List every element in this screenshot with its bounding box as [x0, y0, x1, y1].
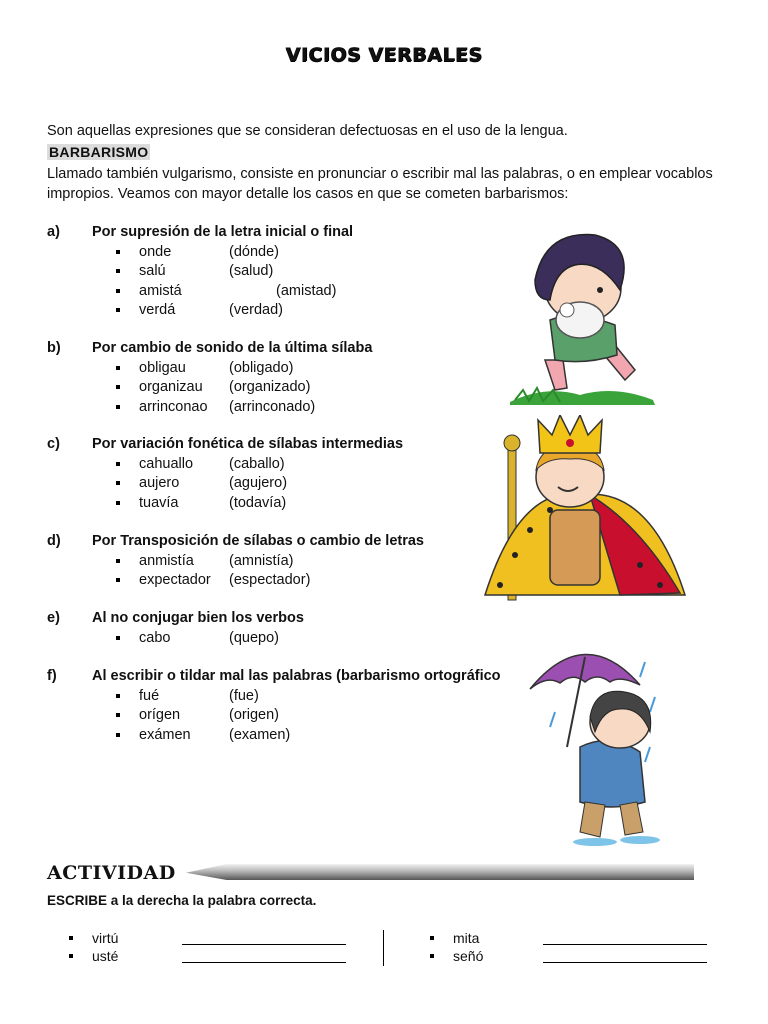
list-item: anmistía (amnistía) [47, 553, 547, 572]
section-heading: BARBARISMO [49, 144, 149, 160]
column-divider [383, 930, 384, 966]
list-item: tuavía (todavía) [47, 495, 547, 514]
case-e [47, 610, 547, 649]
answer-line[interactable] [543, 962, 707, 963]
case-letter: e) [47, 610, 60, 626]
case-a [47, 224, 547, 322]
case-letter: c) [47, 436, 60, 452]
list-item: orígen (origen) [47, 707, 525, 726]
list-item: salú (salud) [47, 263, 547, 282]
case-letter: b) [47, 340, 61, 356]
case-b [47, 340, 547, 418]
case-title: Por Transposición de sílabas o cambio de letras [92, 533, 424, 549]
child-with-umbrella-illustration [525, 637, 675, 847]
list-item: obligau (obligado) [47, 360, 547, 379]
case-title: Por cambio de sonido de la última sílaba [92, 340, 373, 356]
list-item: arrinconao (arrinconado) [47, 399, 547, 418]
list-item: onde (dónde) [47, 244, 547, 263]
case-d [47, 533, 547, 592]
exercise-item [430, 930, 720, 948]
exercise-word: usté [92, 948, 119, 964]
exercise-item [69, 948, 359, 966]
list-item: organizau (organizado) [47, 379, 547, 398]
list-item: amistá (amistad) [47, 283, 547, 302]
exercise-word: mita [453, 930, 480, 946]
exercise-word: señó [453, 948, 484, 964]
case-letter: a) [47, 224, 60, 240]
activity-banner-bar [186, 864, 694, 880]
case-c [47, 436, 547, 514]
case-letter: f) [47, 668, 57, 684]
child-with-lamb-illustration [505, 220, 655, 405]
exercise-item [69, 930, 359, 948]
description-paragraph: Llamado también vulgarismo, consiste en pronunciar o escribir mal las palabras, o en emplear vocablos impropios. Veamos con mayor detalle los casos en que se cometen barbarismos: [47, 166, 713, 202]
list-item: verdá (verdad) [47, 302, 547, 321]
intro-text: Son aquellas expresiones que se consideran defectuosas en el uso de la lengua. [47, 123, 568, 139]
exercise-word: virtú [92, 930, 119, 946]
list-item: cahuallo (caballo) [47, 456, 547, 475]
list-item: fué (fue) [47, 688, 525, 707]
king-illustration [480, 415, 690, 605]
list-item: expectador (espectador) [47, 572, 547, 591]
answer-line[interactable] [543, 944, 707, 945]
case-letter: d) [47, 533, 61, 549]
activity-heading: ACTIVIDAD [47, 862, 176, 884]
answer-line[interactable] [182, 962, 346, 963]
case-f [47, 668, 525, 746]
case-title: Por supresión de la letra inicial o final [92, 224, 354, 240]
exercise-item [430, 948, 720, 966]
list-item: cabo (quepo) [47, 630, 547, 649]
activity-instruction: ESCRIBE a la derecha la palabra correcta. [47, 893, 317, 908]
answer-line[interactable] [182, 944, 346, 945]
case-title: Al escribir o tildar mal las palabras (barbarismo ortográfico [92, 668, 501, 684]
list-item: aujero (agujero) [47, 475, 547, 494]
list-item: exámen (examen) [47, 727, 525, 746]
case-title: Al no conjugar bien los verbos [92, 610, 304, 626]
case-title: Por variación fonética de sílabas intermedias [92, 436, 404, 452]
page-title: VICIOS VERBALES [285, 44, 483, 66]
